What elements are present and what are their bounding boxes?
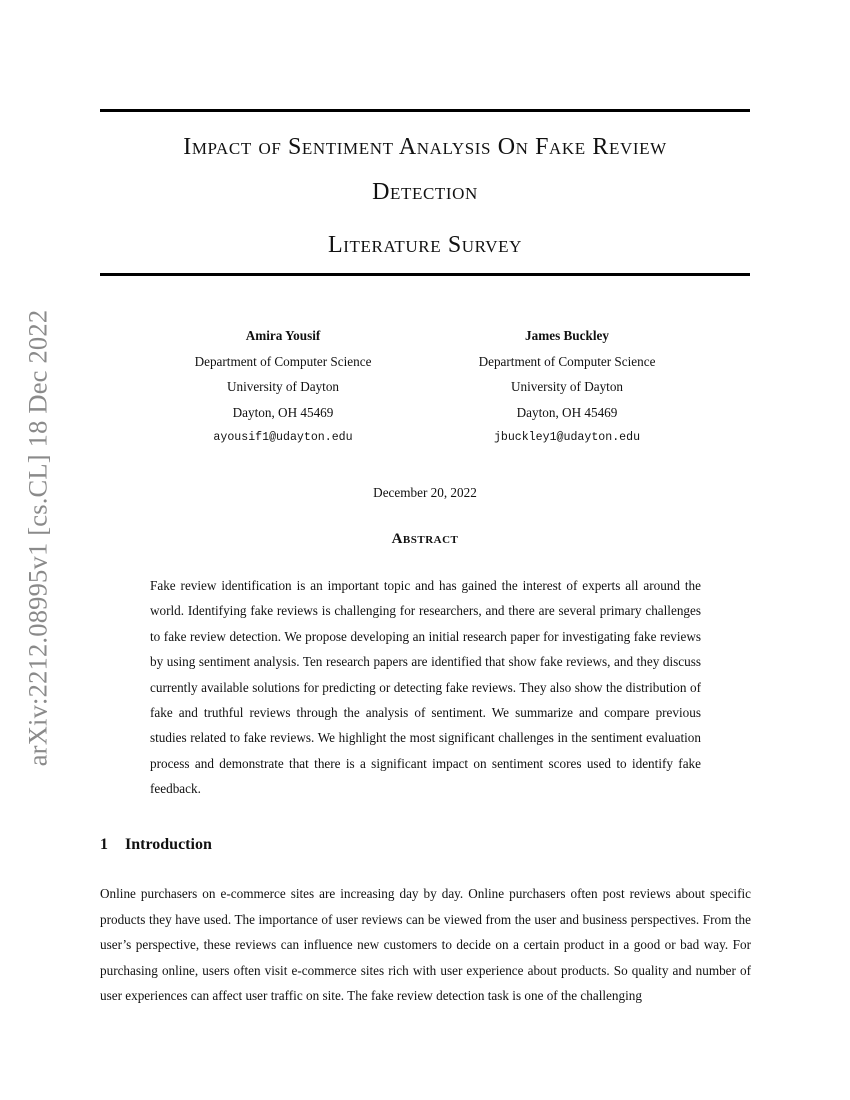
section-heading-introduction xyxy=(100,836,212,854)
author-block-1 xyxy=(153,323,413,451)
author-email: jbuckley1@udayton.edu xyxy=(493,431,641,444)
author-department: Department of Computer Science xyxy=(478,353,656,369)
paper-date: December 20, 2022 xyxy=(373,485,477,500)
author-name: Amira Yousif xyxy=(245,328,321,343)
title-bottom-rule xyxy=(100,273,750,276)
abstract-text: Fake review identification is an important topic and has gained the interest of experts all around the world. Identifying fake reviews is challenging for researchers, and there are several primary challenges to fake review detection. We propose developing an initial research paper for investigating fake reviews by using sentiment analysis. Ten research papers are identified that show fake reviews, and they discuss currently available solutions for predicting or detecting fake reviews. They also show the distribution of fake and truthful reviews through the analysis of sentiment. We summarize and compare previous studies related to fake reviews. We highlight the most significant challenges in the sentiment evaluation process and demonstrate that there is a significant impact on sentiment scores used to identify fake feedback. xyxy=(150,578,701,797)
author-location: Dayton, OH 45469 xyxy=(232,404,334,420)
author-department: Department of Computer Science xyxy=(194,353,372,369)
arxiv-stamp: arXiv:2212.08995v1 [cs.CL] 18 Dec 2022 xyxy=(22,309,53,767)
abstract-heading: Abstract xyxy=(391,531,459,547)
paper-title-line-2: Detection xyxy=(372,179,478,205)
introduction-text: Online purchasers on e-commerce sites are increasing day by day. Online purchasers often post reviews about specific products they have used. The importance of user reviews can be viewed from the user and business perspectives. From the user’s perspective, these reviews can influence new customers to decide on a certain product in a good or bad way. For purchasing online, users often visit e-commerce sites rich with user experience about products. So quality and number of user experiences can affect user traffic on site. The fake review detection task is one of the challenging xyxy=(100,886,751,1003)
author-location: Dayton, OH 45469 xyxy=(516,404,618,420)
author-university: University of Dayton xyxy=(510,379,624,394)
author-block-2 xyxy=(437,323,697,451)
paper-subtitle: Literature Survey xyxy=(328,232,522,258)
author-university: University of Dayton xyxy=(226,379,340,394)
section-title: Introduction xyxy=(125,836,212,853)
author-name: James Buckley xyxy=(525,328,609,343)
paper-title-line-1: Impact of Sentiment Analysis On Fake Review xyxy=(183,134,667,160)
title-top-rule xyxy=(100,109,750,112)
section-number: 1 xyxy=(100,836,108,853)
author-email: ayousif1@udayton.edu xyxy=(213,431,353,444)
